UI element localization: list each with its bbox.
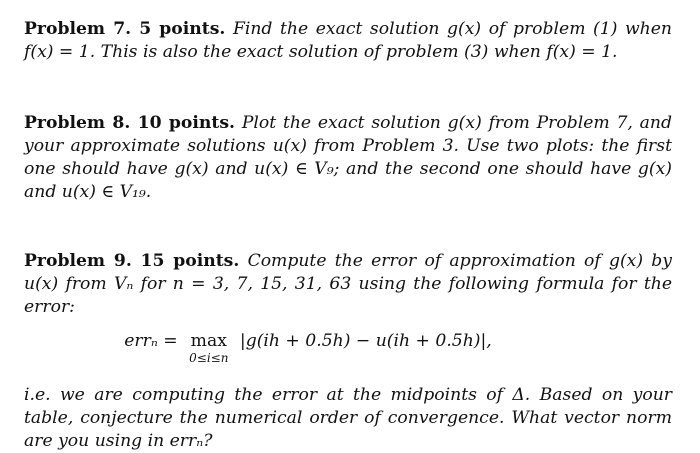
problem-sheet: [24, 18, 672, 453]
problem-7-heading: Problem 7. 5 points.: [24, 19, 226, 39]
problem-8-heading: Problem 8. 10 points.: [24, 113, 236, 133]
formula-range: 0≤i≤n: [189, 351, 229, 365]
formula-rhs: |g(ih + 0.5h) − u(ih + 0.5h)|,: [239, 331, 492, 351]
problem-7: [24, 18, 672, 64]
problem-7-text: Find the exact solution g(x) of problem (1) when f(x) = 1. This is also the exact solution of problem (3) when f(x) = 1.: [24, 19, 672, 62]
formula-max-operator: [189, 330, 228, 365]
formula-max: max: [190, 331, 227, 351]
problem-9-heading: Problem 9. 15 points.: [24, 251, 240, 271]
problem-8: [24, 112, 672, 204]
problem-9-followup: i.e. we are computing the error at the midpoints of Δ. Based on your table, conjecture the numerical order of convergence. What vector norm are you using in errₙ?: [24, 385, 672, 451]
formula-lhs: errₙ =: [124, 331, 178, 351]
problem-8-text: Plot the exact solution g(x) from Problem 7, and your approximate solutions u(x) from Problem 3. Use two plots: the first one should have g(x) and u(x) ∈ V₉; and the second one should have g(x) and u(x) ∈ V₁₉.: [24, 113, 672, 202]
problem-9: [24, 250, 672, 319]
error-formula: [0, 330, 632, 370]
problem-9-text: Compute the error of approximation of g(x) by u(x) from Vₙ for n = 3, 7, 15, 31, 63 using the following formula for the error:: [24, 251, 673, 317]
